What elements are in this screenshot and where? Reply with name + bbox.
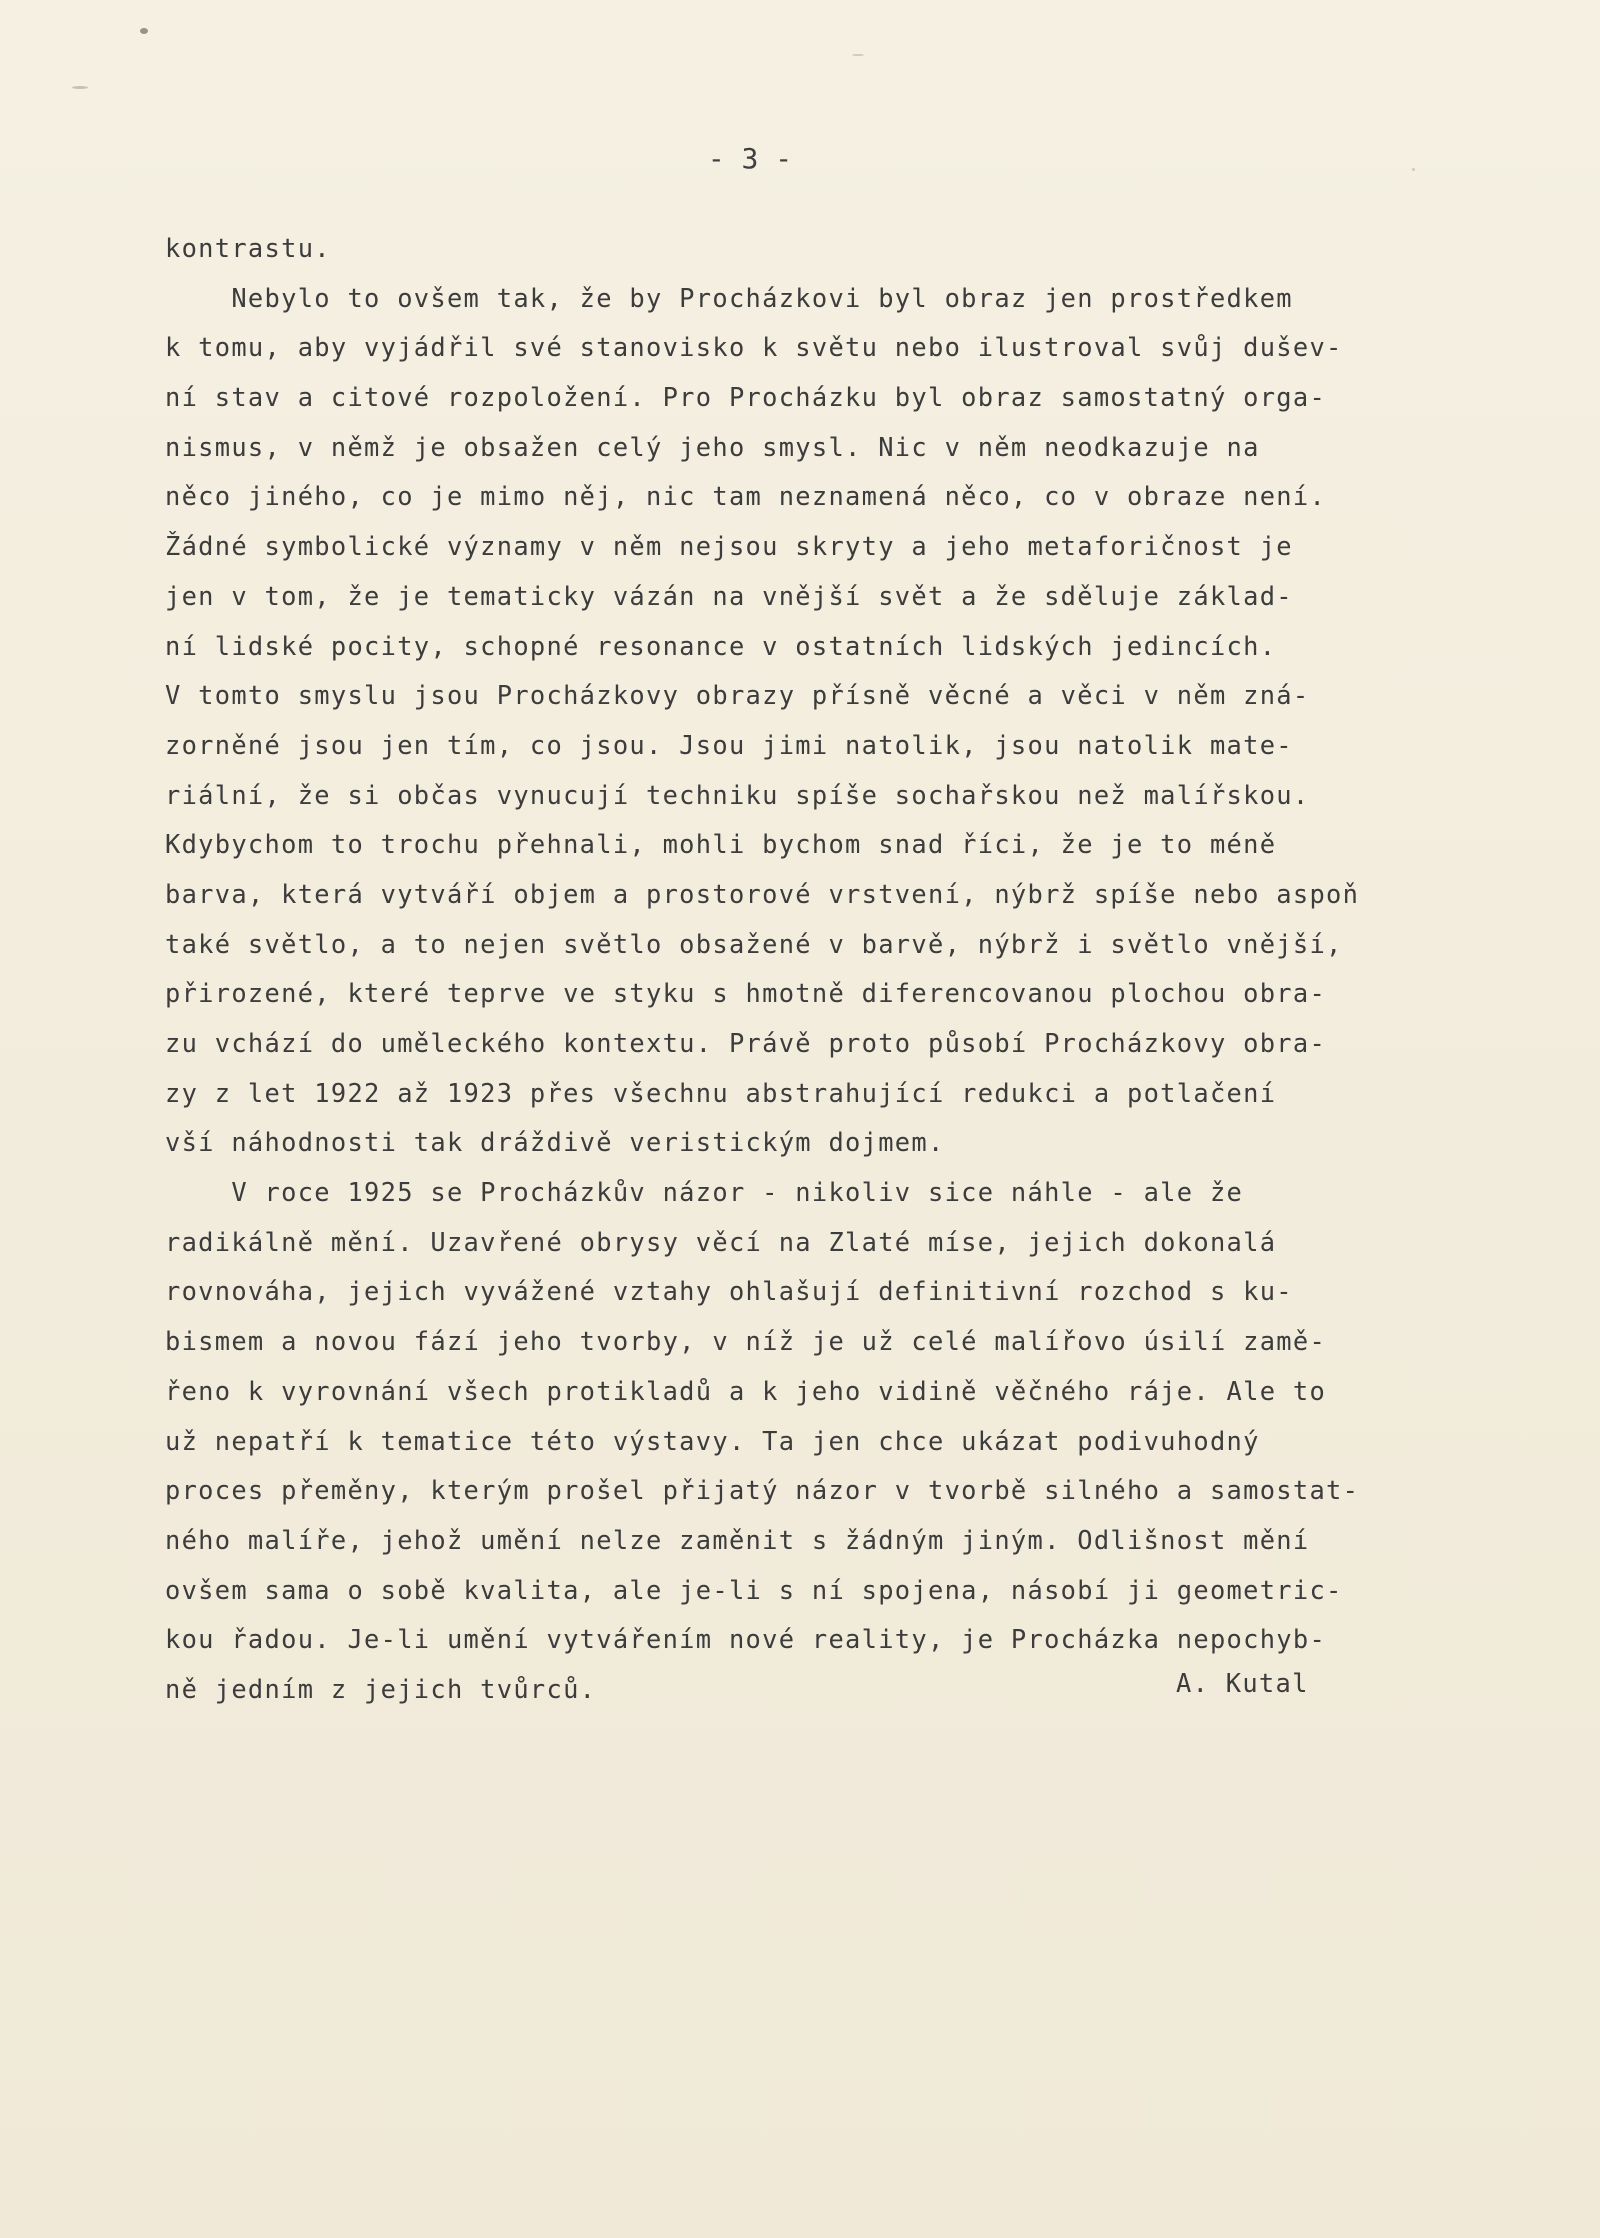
text-line: V roce 1925 se Procházkův názor - nikoliv sice náhle - ale že [165,1177,1244,1208]
author-signature: A. Kutal [1176,1668,1309,1698]
ink-speck [140,28,148,34]
text-line: jen v tom, že je tematicky vázán na vnější svět a že sděluje základ- [165,580,1293,611]
body-text [165,224,1585,1715]
text-line: řeno k vyrovnání všech protikladů a k jeho vidině věčného ráje. Ale to [165,1375,1327,1406]
text-line: kontrastu. [165,233,331,263]
text-line: také světlo, a to nejen světlo obsažené v barvě, nýbrž i světlo vnější, [165,928,1343,959]
text-line: V tomto smyslu jsou Procházkovy obrazy přísně věcné a věci v něm zná- [165,680,1310,711]
text-line: riální, že si občas vynucují techniku spíše sochařskou než malířskou. [165,779,1310,810]
text-line: rovnováha, jejich vyvážené vztahy ohlašují definitivní rozchod s ku- [165,1276,1293,1307]
text-line: bismem a novou fází jeho tvorby, v níž je už celé malířovo úsilí zamě- [165,1326,1327,1357]
text-line: ného malíře, jehož umění nelze zaměnit s žádným jiným. Odlišnost mění [165,1524,1310,1555]
page-number: - 3 - [707,142,793,175]
text-line: zy z let 1922 až 1923 přes všechnu abstrahující redukci a potlačení [165,1077,1277,1108]
text-line: ní stav a citové rozpoložení. Pro Procházku byl obraz samostatný orga- [165,382,1327,413]
text-line: něco jiného, co je mimo něj, nic tam neznamená něco, co v obraze není. [165,481,1327,512]
text-line: nismus, v němž je obsažen celý jeho smysl. Nic v něm neodkazuje na [165,431,1260,462]
text-line: k tomu, aby vyjádřil své stanovisko k světu nebo ilustroval svůj dušev- [165,332,1343,363]
text-line: zorněné jsou jen tím, co jsou. Jsou jimi natolik, jsou natolik mate- [165,729,1293,760]
text-line: vší náhodnosti tak dráždivě veristickým dojmem. [165,1127,945,1158]
text-line: kou řadou. Je-li umění vytvářením nové reality, je Procházka nepochyb- [165,1624,1327,1655]
text-line: proces přeměny, kterým prošel přijatý názor v tvorbě silného a samostat- [165,1475,1360,1506]
text-line: ovšem sama o sobě kvalita, ale je-li s ní spojena, násobí ji geometric- [165,1574,1343,1605]
ink-speck [852,54,864,56]
text-line: Nebylo to ovšem tak, že by Procházkovi byl obraz jen prostředkem [165,282,1293,313]
text-line: ně jedním z jejich tvůrců. [165,1673,597,1704]
ink-speck [72,86,88,89]
text-line: ní lidské pocity, schopné resonance v ostatních lidských jedincích. [165,630,1277,661]
text-line: zu vchází do uměleckého kontextu. Právě proto působí Procházkovy obra- [165,1028,1327,1058]
text-line: radikálně mění. Uzavřené obrysy věcí na Zlaté míse, jejich dokonalá [165,1226,1277,1257]
text-line: barva, která vytváří objem a prostorové vrstvení, nýbrž spíše nebo aspoň [165,878,1360,909]
text-line: Žádné symbolické významy v něm nejsou skryty a jeho metaforičnost je [165,531,1293,562]
text-line: přirozené, které teprve ve styku s hmotně diferencovanou plochou obra- [165,978,1327,1009]
text-line: už nepatří k tematice této výstavy. Ta jen chce ukázat podivuhodný [165,1425,1260,1456]
text-line: Kdybychom to trochu přehnali, mohli bychom snad říci, že je to méně [165,829,1277,860]
